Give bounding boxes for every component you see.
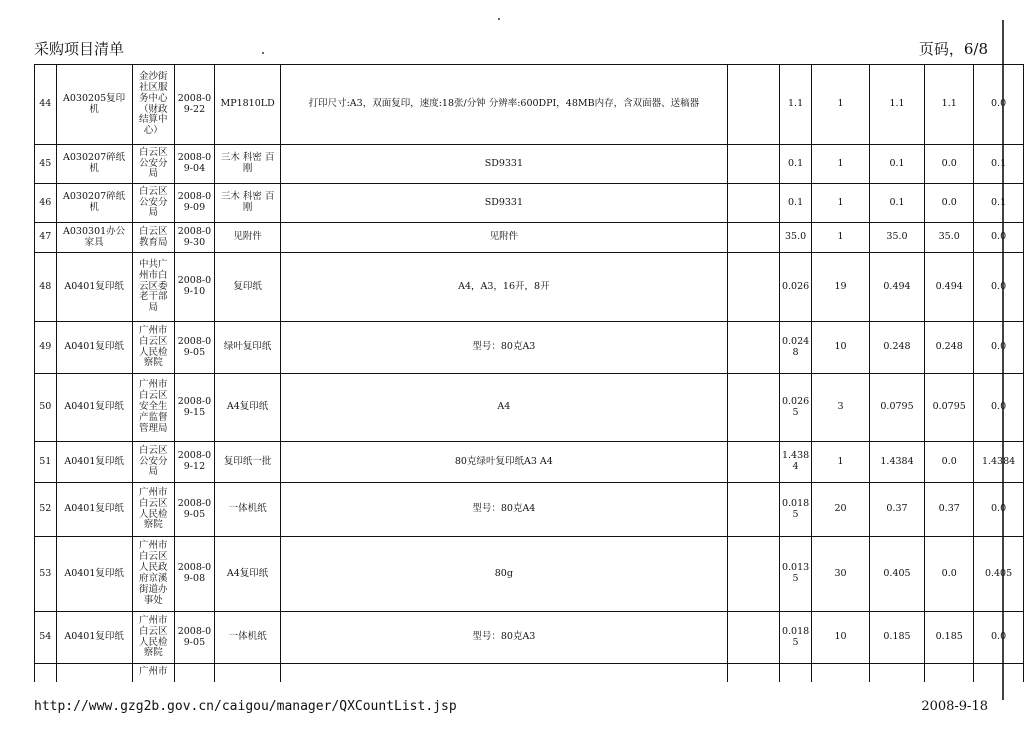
category-cell: A0401复印纸 [56, 253, 132, 322]
unit-cell: 广州市白云区人民检察院 [132, 483, 174, 537]
item-name-cell: 复印纸 [214, 253, 280, 322]
spec-cell: A4 [281, 374, 727, 442]
amount-a-cell [925, 664, 974, 682]
date-cell: 2008-09-05 [174, 322, 214, 374]
item-name-cell: A4复印纸 [214, 374, 280, 442]
amount-b-cell: 0.405 [974, 537, 1024, 612]
price-cell: 0.0185 [779, 483, 811, 537]
amount-a-cell: 0.0 [925, 442, 974, 483]
unit-cell: 白云区教育局 [132, 223, 174, 253]
category-cell: A0401复印纸 [56, 537, 132, 612]
amount-b-cell: 0.0 [974, 374, 1024, 442]
row-number: 54 [35, 612, 57, 664]
category-cell: A030205复印机 [56, 65, 132, 145]
table-row [35, 374, 1024, 442]
price-cell: 0.026 [779, 253, 811, 322]
unit-cell: 中共广州市白云区委老干部局 [132, 253, 174, 322]
amount-a-cell: 0.248 [925, 322, 974, 374]
date-cell: 2008-09-04 [174, 145, 214, 184]
amount-b-cell [974, 664, 1024, 682]
page-title: 采购项目清单 [34, 40, 125, 58]
spec-cell: 80克绿叶复印纸A3 A4 [281, 442, 727, 483]
item-name-cell: MP1810LD [214, 65, 280, 145]
qty-cell: 1 [812, 223, 869, 253]
price-cell: 0.0135 [779, 537, 811, 612]
price-cell: 0.1 [779, 145, 811, 184]
spec-cell: 型号：80克A3 [281, 612, 727, 664]
item-name-cell: 见附件 [214, 223, 280, 253]
qty-cell: 1 [812, 65, 869, 145]
total-cell: 35.0 [869, 223, 925, 253]
category-cell: A0401复印纸 [56, 612, 132, 664]
spec-cell: 80g [281, 537, 727, 612]
unit-cell: 广州市白云区人民检察院 [132, 322, 174, 374]
price-cell: 0.0185 [779, 612, 811, 664]
item-name-cell [214, 664, 280, 682]
row-number: 52 [35, 483, 57, 537]
amount-b-cell: 0.0 [974, 65, 1024, 145]
price-cell: 0.0248 [779, 322, 811, 374]
amount-a-cell: 0.0795 [925, 374, 974, 442]
spacer-cell [727, 537, 779, 612]
spacer-cell [727, 483, 779, 537]
date-cell: 2008-09-08 [174, 537, 214, 612]
row-number: 45 [35, 145, 57, 184]
spacer-cell [727, 664, 779, 682]
table-row [35, 322, 1024, 374]
price-cell: 0.1 [779, 184, 811, 223]
spacer-cell [727, 65, 779, 145]
scan-speck [262, 52, 264, 54]
total-cell: 0.37 [869, 483, 925, 537]
unit-cell: 广州市 [132, 664, 174, 682]
amount-b-cell: 0.0 [974, 253, 1024, 322]
spacer-cell [727, 442, 779, 483]
item-name-cell: 三木 科密 百刚 [214, 145, 280, 184]
amount-b-cell: 0.0 [974, 223, 1024, 253]
page-number: 页码，6/8 [918, 40, 988, 58]
date-cell: 2008-09-30 [174, 223, 214, 253]
qty-cell: 1 [812, 184, 869, 223]
category-cell: A0401复印纸 [56, 442, 132, 483]
item-name-cell: 一体机纸 [214, 612, 280, 664]
spacer-cell [727, 253, 779, 322]
table-row [35, 65, 1024, 145]
date-cell: 2008-09-15 [174, 374, 214, 442]
total-cell: 1.1 [869, 65, 925, 145]
unit-cell: 广州市白云区安全生产监督管理局 [132, 374, 174, 442]
qty-cell: 19 [812, 253, 869, 322]
row-number [35, 664, 57, 682]
category-cell: A0401复印纸 [56, 374, 132, 442]
table-row [35, 537, 1024, 612]
total-cell: 1.4384 [869, 442, 925, 483]
unit-cell: 白云区公安分局 [132, 442, 174, 483]
row-number: 46 [35, 184, 57, 223]
date-cell: 2008-09-09 [174, 184, 214, 223]
date-cell: 2008-09-12 [174, 442, 214, 483]
category-cell: A030207碎纸机 [56, 145, 132, 184]
spacer-cell [727, 322, 779, 374]
row-number: 47 [35, 223, 57, 253]
price-cell: 1.4384 [779, 442, 811, 483]
spacer-cell [727, 184, 779, 223]
amount-a-cell: 0.0 [925, 184, 974, 223]
amount-a-cell: 1.1 [925, 65, 974, 145]
footer-url: http://www.gzg2b.gov.cn/caigou/manager/QXCountList.jsp [34, 699, 457, 714]
total-cell: 0.0795 [869, 374, 925, 442]
spec-cell [281, 664, 727, 682]
total-cell: 0.1 [869, 145, 925, 184]
table-row [35, 612, 1024, 664]
spec-cell: SD9331 [281, 145, 727, 184]
row-number: 50 [35, 374, 57, 442]
qty-cell: 10 [812, 612, 869, 664]
spec-cell: 型号：80克A3 [281, 322, 727, 374]
qty-cell: 3 [812, 374, 869, 442]
unit-cell: 白云区公安分局 [132, 145, 174, 184]
row-number: 48 [35, 253, 57, 322]
row-number: 44 [35, 65, 57, 145]
row-number: 49 [35, 322, 57, 374]
amount-b-cell: 0.0 [974, 322, 1024, 374]
category-cell: A0401复印纸 [56, 322, 132, 374]
total-cell [869, 664, 925, 682]
spacer-cell [727, 374, 779, 442]
amount-a-cell: 0.494 [925, 253, 974, 322]
amount-b-cell: 0.0 [974, 612, 1024, 664]
item-name-cell: 一体机纸 [214, 483, 280, 537]
item-name-cell: 三木 科密 百刚 [214, 184, 280, 223]
total-cell: 0.248 [869, 322, 925, 374]
price-cell [779, 664, 811, 682]
spec-cell: 见附件 [281, 223, 727, 253]
amount-b-cell: 0.1 [974, 145, 1024, 184]
row-number: 53 [35, 537, 57, 612]
table-row [35, 442, 1024, 483]
spec-cell: 型号：80克A4 [281, 483, 727, 537]
price-cell: 1.1 [779, 65, 811, 145]
qty-cell: 1 [812, 145, 869, 184]
category-cell: A030207碎纸机 [56, 184, 132, 223]
procurement-table [34, 64, 1024, 682]
table-row [35, 145, 1024, 184]
amount-a-cell: 35.0 [925, 223, 974, 253]
date-cell [174, 664, 214, 682]
unit-cell: 广州市白云区人民检察院 [132, 612, 174, 664]
date-cell: 2008-09-05 [174, 612, 214, 664]
amount-a-cell: 0.0 [925, 145, 974, 184]
table-row [35, 664, 1024, 682]
spacer-cell [727, 145, 779, 184]
total-cell: 0.1 [869, 184, 925, 223]
table-row [35, 223, 1024, 253]
total-cell: 0.494 [869, 253, 925, 322]
spacer-cell [727, 223, 779, 253]
table-row [35, 253, 1024, 322]
price-cell: 35.0 [779, 223, 811, 253]
spec-cell: A4，A3，16开，8开 [281, 253, 727, 322]
date-cell: 2008-09-05 [174, 483, 214, 537]
qty-cell [812, 664, 869, 682]
item-name-cell: A4复印纸 [214, 537, 280, 612]
qty-cell: 30 [812, 537, 869, 612]
amount-a-cell: 0.37 [925, 483, 974, 537]
spec-cell: 打印尺寸:A3，双面复印，速度:18张/分钟 分辨率:600DPI，48MB内存，含双面器、送稿器 [281, 65, 727, 145]
price-cell: 0.0265 [779, 374, 811, 442]
category-cell [56, 664, 132, 682]
amount-a-cell: 0.0 [925, 537, 974, 612]
amount-b-cell: 0.1 [974, 184, 1024, 223]
date-cell: 2008-09-10 [174, 253, 214, 322]
category-cell: A0401复印纸 [56, 483, 132, 537]
table-row [35, 483, 1024, 537]
amount-a-cell: 0.185 [925, 612, 974, 664]
qty-cell: 1 [812, 442, 869, 483]
unit-cell: 白云区公安分局 [132, 184, 174, 223]
total-cell: 0.405 [869, 537, 925, 612]
spacer-cell [727, 612, 779, 664]
item-name-cell: 绿叶复印纸 [214, 322, 280, 374]
table-row [35, 184, 1024, 223]
amount-b-cell: 0.0 [974, 483, 1024, 537]
unit-cell: 广州市白云区人民政府京溪街道办事处 [132, 537, 174, 612]
scan-speck [498, 18, 500, 20]
total-cell: 0.185 [869, 612, 925, 664]
qty-cell: 10 [812, 322, 869, 374]
qty-cell: 20 [812, 483, 869, 537]
amount-b-cell: 1.4384 [974, 442, 1024, 483]
date-cell: 2008-09-22 [174, 65, 214, 145]
spec-cell: SD9331 [281, 184, 727, 223]
footer-date: 2008-9-18 [921, 699, 988, 714]
row-number: 51 [35, 442, 57, 483]
category-cell: A030301办公家具 [56, 223, 132, 253]
unit-cell: 金沙街社区服务中心（财政结算中心） [132, 65, 174, 145]
item-name-cell: 复印纸一批 [214, 442, 280, 483]
